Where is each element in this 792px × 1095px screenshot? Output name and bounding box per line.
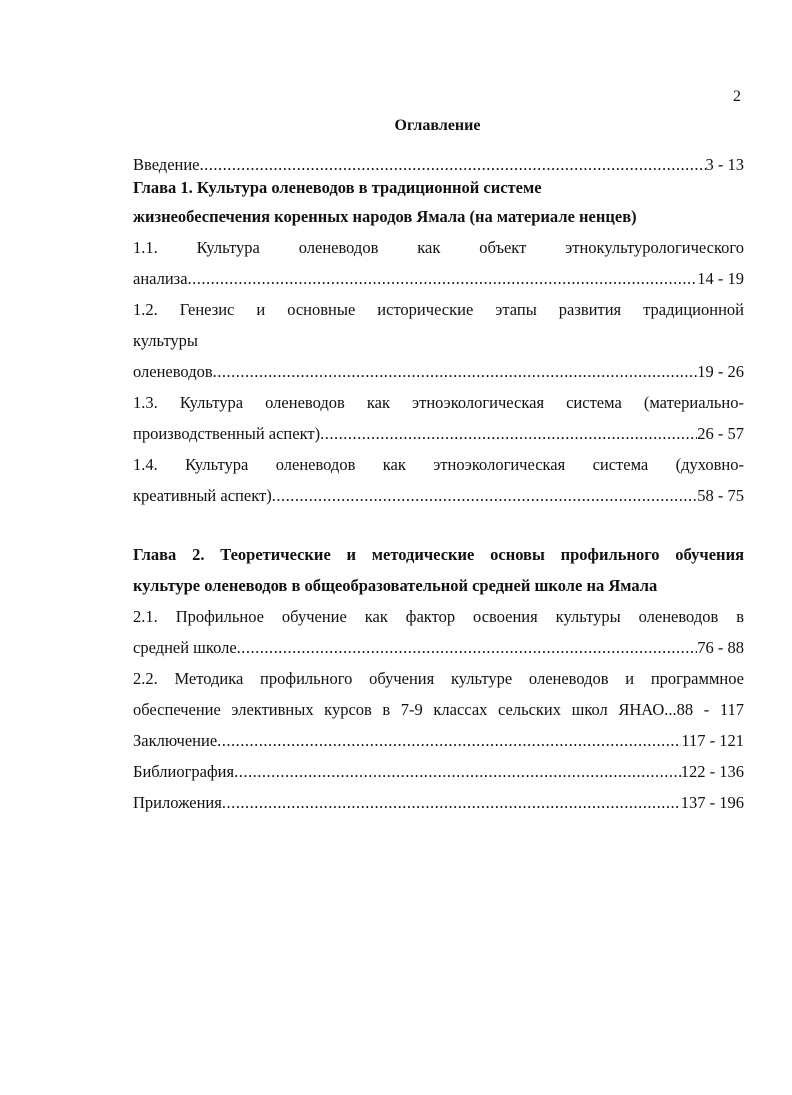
page-number: 2 bbox=[733, 88, 741, 105]
toc-entry-label: Введение bbox=[133, 155, 200, 174]
toc-entry-appendices bbox=[133, 791, 744, 815]
toc-entry-label: анализа bbox=[133, 269, 188, 288]
toc-entry-label: Заключение bbox=[133, 731, 218, 750]
toc-entry-label: оленеводов bbox=[133, 362, 213, 381]
chapter-2-heading-cont: культуре оленеводов в общеобразовательной средней школе на Ямала bbox=[133, 576, 658, 595]
toc-entry-1-3-line1: 1.3. Культура оленеводов как этноэкологическая система (материально- bbox=[133, 393, 744, 412]
toc-entry-2-2-line2: обеспечение элективных курсов в 7-9 классах сельских школ ЯНАО...88 - 117 bbox=[133, 700, 744, 719]
dot-leader bbox=[320, 422, 697, 446]
dot-leader bbox=[237, 636, 698, 660]
toc-entry-2-2-line1: 2.2. Методика профильного обучения культуре оленеводов и программное bbox=[133, 669, 744, 688]
toc-entry-label: производственный аспект) bbox=[133, 424, 321, 443]
toc-entry-pages: 19 - 26 bbox=[697, 362, 744, 381]
toc-entry-1-1-line1: 1.1. Культура оленеводов как объект этнокультурологического bbox=[133, 238, 744, 257]
toc-entry-pages: 117 - 121 bbox=[681, 731, 744, 750]
toc-entry-pages: 137 - 196 bbox=[680, 793, 744, 812]
dot-leader bbox=[222, 791, 681, 815]
toc-entry-1-4 bbox=[133, 484, 744, 508]
toc-entry-conclusion bbox=[133, 729, 744, 753]
dot-leader bbox=[234, 760, 681, 784]
toc-entry-1-4-line1: 1.4. Культура оленеводов как этноэкологическая система (духовно- bbox=[133, 455, 744, 474]
toc-entry-1-2-line1: 1.2. Генезис и основные исторические этапы развития традиционной bbox=[133, 300, 744, 319]
toc-entry-label: средней школе bbox=[133, 638, 237, 657]
toc-entry-label: Приложения bbox=[133, 793, 222, 812]
toc-entry-1-3 bbox=[133, 422, 744, 446]
chapter-1-heading-cont: жизнеобеспечения коренных народов Ямала (на материале ненцев) bbox=[133, 207, 637, 226]
toc-entry-1-1 bbox=[133, 267, 744, 291]
toc-entry-pages: 26 - 57 bbox=[697, 424, 744, 443]
toc-entry-label: Библиография bbox=[133, 762, 235, 781]
dot-leader bbox=[213, 360, 698, 384]
toc-entry-label: креативный аспект) bbox=[133, 486, 272, 505]
dot-leader bbox=[200, 153, 706, 177]
chapter-1-heading: Глава 1. Культура оленеводов в традиционной системе bbox=[133, 178, 542, 197]
page-title: Оглавление bbox=[394, 117, 481, 134]
dot-leader bbox=[272, 484, 698, 508]
toc-entry-2-1 bbox=[133, 636, 744, 660]
toc-entry-1-2-line2: культуры bbox=[133, 331, 199, 350]
toc-entry-pages: 14 - 19 bbox=[697, 269, 744, 288]
toc-entry-1-2 bbox=[133, 360, 744, 384]
toc-entry-intro bbox=[133, 153, 744, 177]
toc-entry-pages: 122 - 136 bbox=[680, 762, 744, 781]
dot-leader bbox=[188, 267, 698, 291]
toc-entry-pages: 76 - 88 bbox=[697, 638, 744, 657]
toc-entry-2-1-line1: 2.1. Профильное обучение как фактор освоения культуры оленеводов в bbox=[133, 607, 744, 626]
chapter-2-heading: Глава 2. Теоретические и методические основы профильного обучения bbox=[133, 545, 744, 564]
dot-leader bbox=[217, 729, 681, 753]
toc-entry-pages: 58 - 75 bbox=[697, 486, 744, 505]
toc-entry-pages: 3 - 13 bbox=[705, 155, 744, 174]
toc-entry-bibliography bbox=[133, 760, 744, 784]
